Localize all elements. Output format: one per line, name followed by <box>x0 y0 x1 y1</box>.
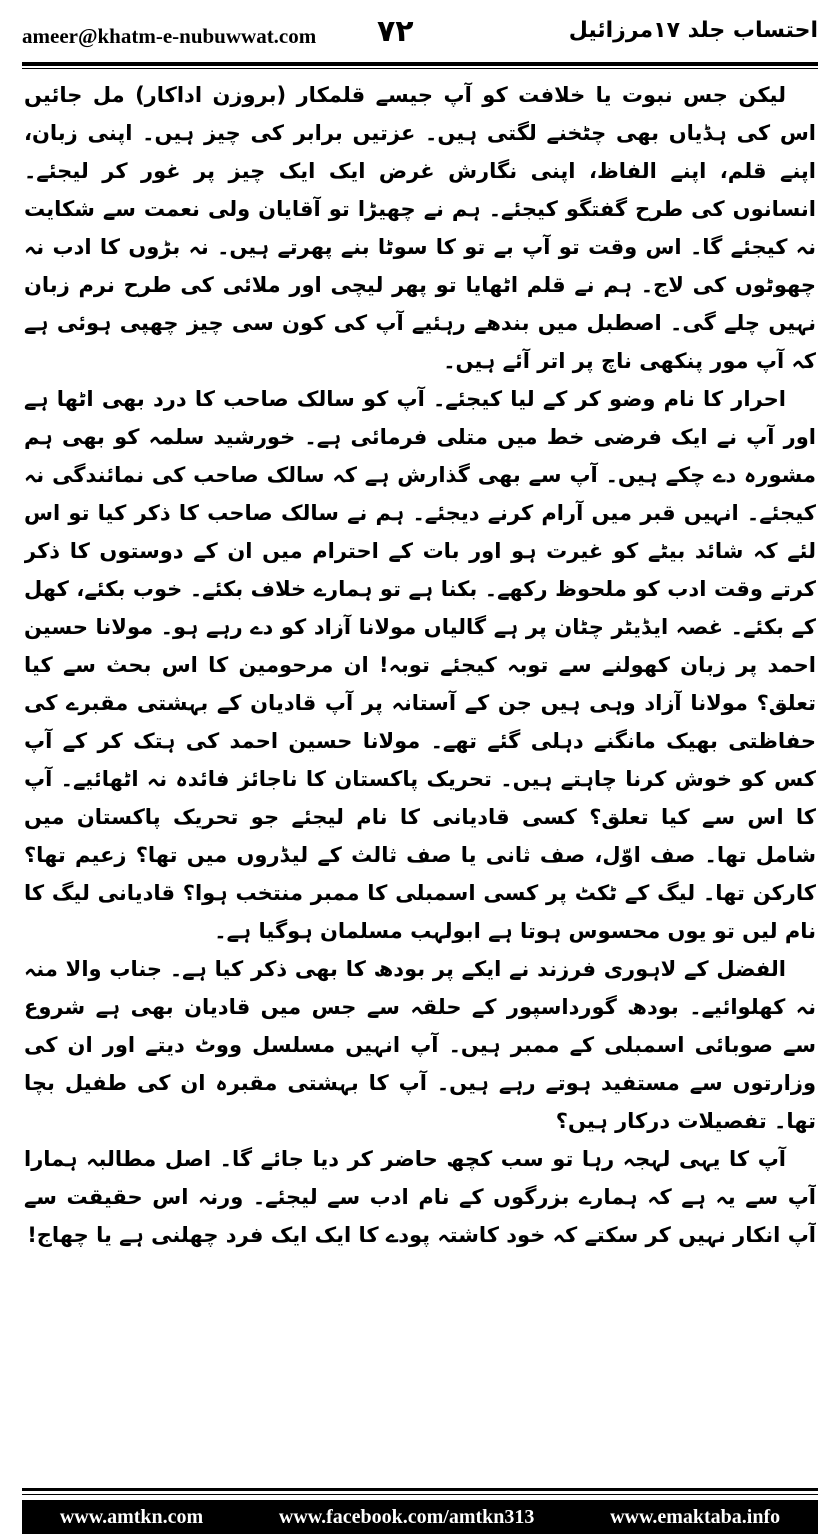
footer-rule <box>22 1488 818 1495</box>
page-body <box>24 76 816 1471</box>
footer-link-emaktaba[interactable]: www.emaktaba.info <box>610 1505 781 1528</box>
book-title: احتساب جلد ۱۷مرزائیل <box>568 18 818 43</box>
page-number: ۷۲ <box>377 14 414 49</box>
footer-link-amtkn[interactable]: www.amtkn.com <box>59 1505 204 1528</box>
paragraph-1: لیکن جس نبوت یا خلافت کو آپ جیسے قلمکار (بروزن اداکار) مل جائیں اس کی ہڈیاں بھی چٹخنے لگتی ہیں۔ عزتیں برابر کی چیز ہیں۔ اپنی زبان، اپنے قلم، اپنے الفاظ، اپنی نگارش غرض ایک ایک چیز پر غور کر لیجئے۔ انسانوں کی طرح گفتگو کیجئے۔ ہم نے چھیڑا تو آقایان ولی نعمت سے شکایت نہ کیجئے گا۔ اس وقت تو آپ بے تو کا سوٹا بنے پھرتے ہیں۔ نہ بڑوں کا ادب نہ چھوٹوں کی لاج۔ ہم نے قلم اٹھایا تو پھر لیچی اور ملائی کی طرح نرم زبان نہیں چلے گی۔ اصطبل میں بندھے رہئیے آپ کی کون سی چیز چھپی ہوئی ہے کہ آپ مور پنکھی ناچ پر اتر آئے ہیں۔ <box>24 83 816 373</box>
header-rule <box>22 62 818 69</box>
paragraph-3: الفضل کے لاہوری فرزند نے ایکے پر بودھ کا بھی ذکر کیا ہے۔ جناب والا منہ نہ کھلوائیے۔ بودھ گورداسپور کے حلقہ سے جس میں قادیان بھی ہے شروع سے صوبائی اسمبلی کے ممبر ہیں۔ آپ انہیں مسلسل ووٹ دیتے اور ان کی وزارتوں سے مستفید ہوتے رہے ہیں۔ آپ کا بہشتی مقبرہ ان کی طفیل بچا تھا۔ تفصیلات درکار ہیں؟ <box>24 957 816 1133</box>
paragraph-2: احرار کا نام وضو کر کے لیا کیجئے۔ آپ کو سالک صاحب کا درد بھی اٹھا ہے اور آپ نے ایک فرضی خط میں متلی فرمائی ہے۔ خورشید سلمہ کو بھی ہم مشورہ دے چکے ہیں۔ آپ سے بھی گذارش ہے کہ سالک صاحب کی نمائندگی نہ کیجئے۔ انہیں قبر میں آرام کرنے دیجئے۔ ہم نے سالک صاحب کا ذکر کیا تو اس لئے کہ شائد بیٹے کو غیرت ہو اور بات کے احترام میں ان کے دوستوں کا ذکر کرتے وقت ادب کو ملحوظ رکھے۔ بکنا ہے تو ہمارے خلاف بکئے۔ خوب بکئے، کھل کے بکئے۔ غصہ ایڈیٹر چٹان پر ہے گالیاں مولانا آزاد کو دے رہے ہو۔ مولانا حسین احمد پر زبان کھولنے سے توبہ کیجئے توبہ! ان مرحومین کا اس بحث سے کیا تعلق؟ مولانا آزاد وہی ہیں جن کے آستانہ پر آپ قادیان کے بہشتی مقبرے کی حفاظتی بھیک مانگنے دہلی گئے تھے۔ مولانا حسین احمد کی ہتک کر کے آپ کس کو خوش کرنا چاہتے ہیں۔ تحریک پاکستان کا ناجائز فائدہ نہ اٹھائیے۔ آپ کا اس سے کیا تعلق؟ کسی قادیانی کا نام لیجئے جو تحریک پاکستان میں شامل تھا۔ صف اوّل، صف ثانی یا صف ثالث کے لیڈروں میں تھا؟ زعیم تھا؟ کارکن تھا۔ لیگ کے ٹکٹ پر کسی اسمبلی کا ممبر منتخب ہوا؟ قادیانی لیگ کا نام لیں تو یوں محسوس ہوتا ہے ابولہب مسلمان ہوگیا ہے۔ <box>24 387 816 943</box>
paragraph-4: آپ کا یہی لہجہ رہا تو سب کچھ حاضر کر دیا جائے گا۔ اصل مطالبہ ہمارا آپ سے یہ ہے کہ ہمارے بزرگوں کے نام ادب سے لیجئے۔ ورنہ اس حقیقت سے آپ انکار نہیں کر سکتے کہ خود کاشتہ پودے کا ایک ایک فرد چھلنی ہے یا چھاج! <box>24 1147 816 1247</box>
header-email[interactable]: ameer@khatm-e-nubuwwat.com <box>22 24 317 48</box>
page-header <box>22 14 818 58</box>
footer-bar <box>22 1500 818 1534</box>
footer-link-facebook[interactable]: www.facebook.com/amtkn313 <box>278 1505 535 1528</box>
